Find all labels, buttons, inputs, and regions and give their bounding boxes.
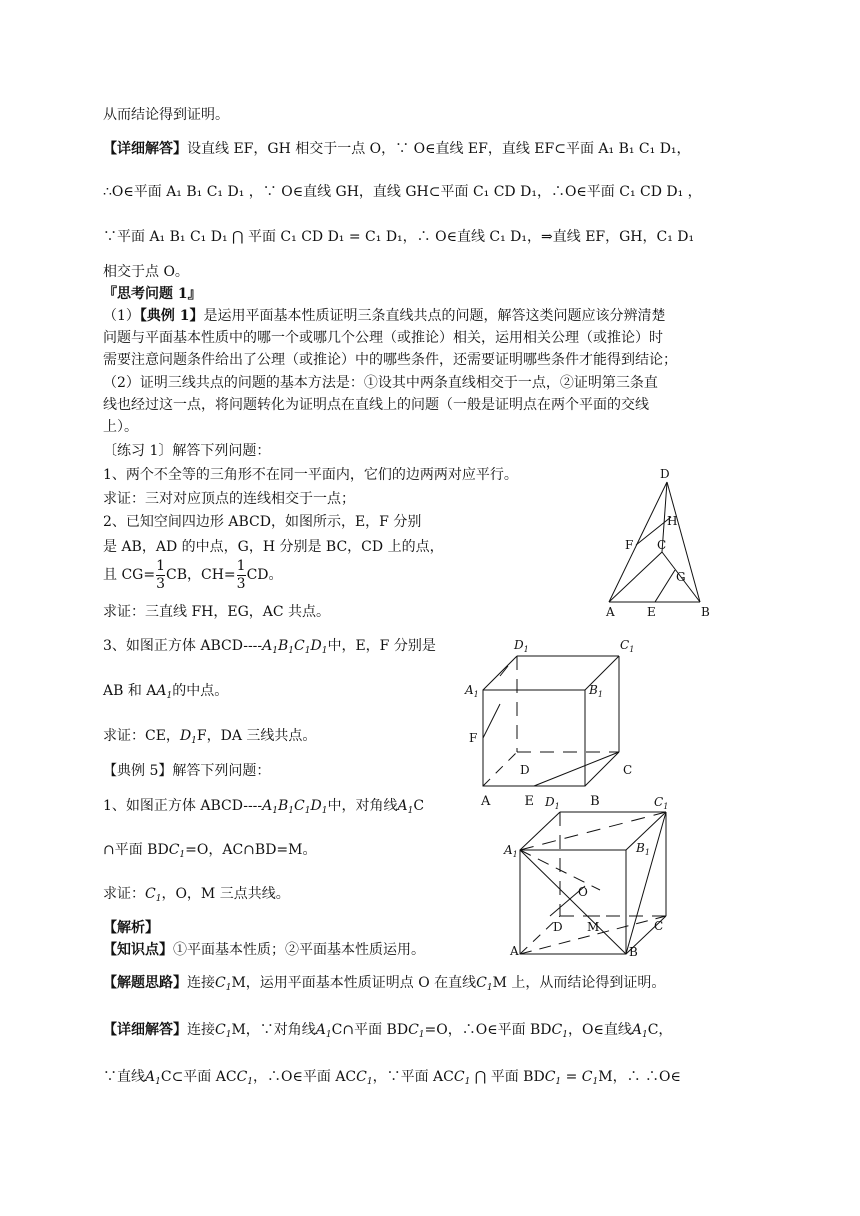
example5-q1-line2: ∩平面 $BDC_1=O$，AC∩BD=M。: [103, 842, 317, 860]
think-p1-num: （1）: [103, 308, 140, 324]
label-B: B: [701, 605, 710, 619]
label-H: H: [667, 514, 678, 528]
example5-q1-line1: 1、如图正方体 ABCD-$---A_1B_1C_1D_1$中，对角线$A_1C$: [103, 798, 425, 816]
label-M: M: [587, 920, 600, 934]
label-D: D: [660, 467, 670, 481]
label-D: D: [553, 920, 563, 934]
label-B1: $B_1$: [636, 841, 650, 857]
label-B1: $B_1$: [589, 683, 603, 699]
think-p1-line3: 需要注意问题条件给出了公理（或推论）中的哪些条件，还需要证明哪些条件才能得到结论；: [103, 352, 677, 368]
label-C: C: [657, 538, 667, 552]
fraction-one-third: $\frac{1}{3}$: [236, 557, 246, 592]
think-p1-line2: 问题与平面基本性质中的哪一个或哪几个公理（或推论）相关，运用相关公理（或推论）时: [103, 330, 663, 346]
label-C: C: [623, 763, 633, 777]
think-heading: 『思考问题 1』: [103, 286, 202, 302]
label-A: A: [510, 944, 519, 958]
label-D1: $D_1$: [545, 795, 560, 811]
label-E: E: [524, 794, 535, 809]
think-p2-line3: 上）。: [103, 419, 138, 435]
label-B: B: [590, 794, 600, 809]
idea-line: 【解题思路】连接$C_1M$，运用平面基本性质证明点 O 在直线$C_1M$ 上，从而结论得到证明。: [103, 975, 666, 993]
label-O: O: [578, 885, 588, 899]
solution-line-1: 【详细解答】连接$C_1M$，∵对角线$A_1C\cap$平面 $BDC_1=O$，∴O∈平面 $BDC_1$，O∈直线$A_1C$，: [103, 1022, 673, 1040]
label-B: B: [629, 945, 638, 959]
cube-figure-1: [465, 632, 655, 792]
label-A1: $A_1$: [465, 683, 479, 699]
detail-text: 设直线 EF，GH 相交于一点 O，∵ O∈直线 EF，直线 EF⊂平面 A₁ B₁ C₁ D₁，: [187, 141, 691, 157]
analysis-heading: 【解析】: [103, 920, 159, 936]
think-p2-line2: 线也经过这一点，将问题转化为证明点在直线上的问题（一般是证明点在两个平面的交线: [103, 397, 649, 413]
solution-line-2: ∵直线$A_1C\subset$平面 $ACC_1$，∴O∈平面 $ACC_1$，∵平面 $ACC_1$ ⋂ 平面 $BDC_1 = C_1M$，∴ ∴O∈: [103, 1069, 681, 1087]
detail-line-2: ∴O∈平面 A₁ B₁ C₁ D₁ ，∵ O∈直线 GH，直线 GH⊂平面 C₁ CD D₁，∴O∈平面 C₁ CD D₁ ，: [103, 184, 702, 200]
think-p1-line1: [103, 307, 666, 325]
label-D: D: [520, 763, 530, 777]
practice-q2-prove: 求证：三直线 FH，EG，AC 共点。: [103, 604, 331, 620]
think-p1-text: 是运用平面基本性质证明三条直线共点的问题，解答这类问题应该分辨清楚: [203, 308, 666, 324]
detail-label: 【详细解答】: [103, 141, 187, 157]
practice-q2-condition: 且 CG= $\frac{1}{3}$ CB，CH= $\frac{1}{3}$ CD。: [103, 557, 283, 592]
label-D1: $D_1$: [514, 638, 529, 654]
example5-heading: 【典例 5】解答下列问题：: [103, 763, 271, 779]
practice-q3-line2: AB 和 $AA_1$的中点。: [103, 683, 229, 701]
think-p2-line1: （2）证明三线共点的问题的基本方法是：①设其中两条直线相交于一点，②证明第三条直: [103, 375, 658, 391]
cube-figure-2: [490, 790, 690, 960]
think-p1-ref: 【典例 1】: [139, 308, 204, 324]
label-A: A: [481, 794, 491, 809]
practice-q3-line1: 3、如图正方体 ABCD-$---A_1B_1C_1D_1$中，E，F 分别是: [103, 638, 436, 656]
fraction-one-third: $\frac{1}{3}$: [156, 557, 165, 592]
label-E: E: [647, 605, 656, 619]
knowledge-line: 【知识点】①平面基本性质；②平面基本性质运用。: [103, 942, 425, 958]
detail-line-3: ∵平面 A₁ B₁ C₁ D₁ ⋂ 平面 C₁ CD D₁ = C₁ D₁，∴ O∈直线 C₁ D₁，⇒直线 EF，GH，C₁ D₁: [103, 229, 695, 245]
practice-q2-line2: 是 AB，AD 的中点，G，H 分别是 BC，CD 上的点，: [103, 539, 444, 555]
example5-q1-prove: 求证：$C_1$，O，M 三点共线。: [103, 886, 290, 904]
label-A: A: [606, 605, 615, 619]
label-G: G: [676, 570, 686, 584]
detail-line-4: 相交于点 O。: [103, 264, 189, 280]
label-F: F: [469, 731, 478, 745]
text-line: 从而结论得到证明。: [103, 107, 229, 123]
cube-name: $A_1B_1C_1D_1$: [262, 638, 328, 656]
practice-q3-prove: 求证：CE，$D_1F$，DA 三线共点。: [103, 728, 317, 746]
label-C1: $C_1$: [620, 638, 635, 654]
practice-q2-line1: 2、已知空间四边形 ABCD，如图所示，E，F 分别: [103, 514, 422, 530]
practice-q1-line1: 1、两个不全等的三角形不在同一平面内，它们的边两两对应平行。: [103, 467, 518, 483]
tetrahedron-figure: [600, 462, 730, 622]
label-C: C: [654, 919, 664, 933]
label-A1: $A_1$: [504, 843, 518, 859]
label-C1: $C_1$: [654, 795, 669, 811]
cube1-bottom-labels: [481, 794, 600, 809]
label-F: F: [625, 538, 634, 552]
practice-q1-line2: 求证：三对对应顶点的连线相交于一点；: [103, 491, 355, 507]
practice-heading: 〔练习 1〕解答下列问题：: [103, 443, 271, 459]
detail-line-1: [103, 140, 691, 158]
